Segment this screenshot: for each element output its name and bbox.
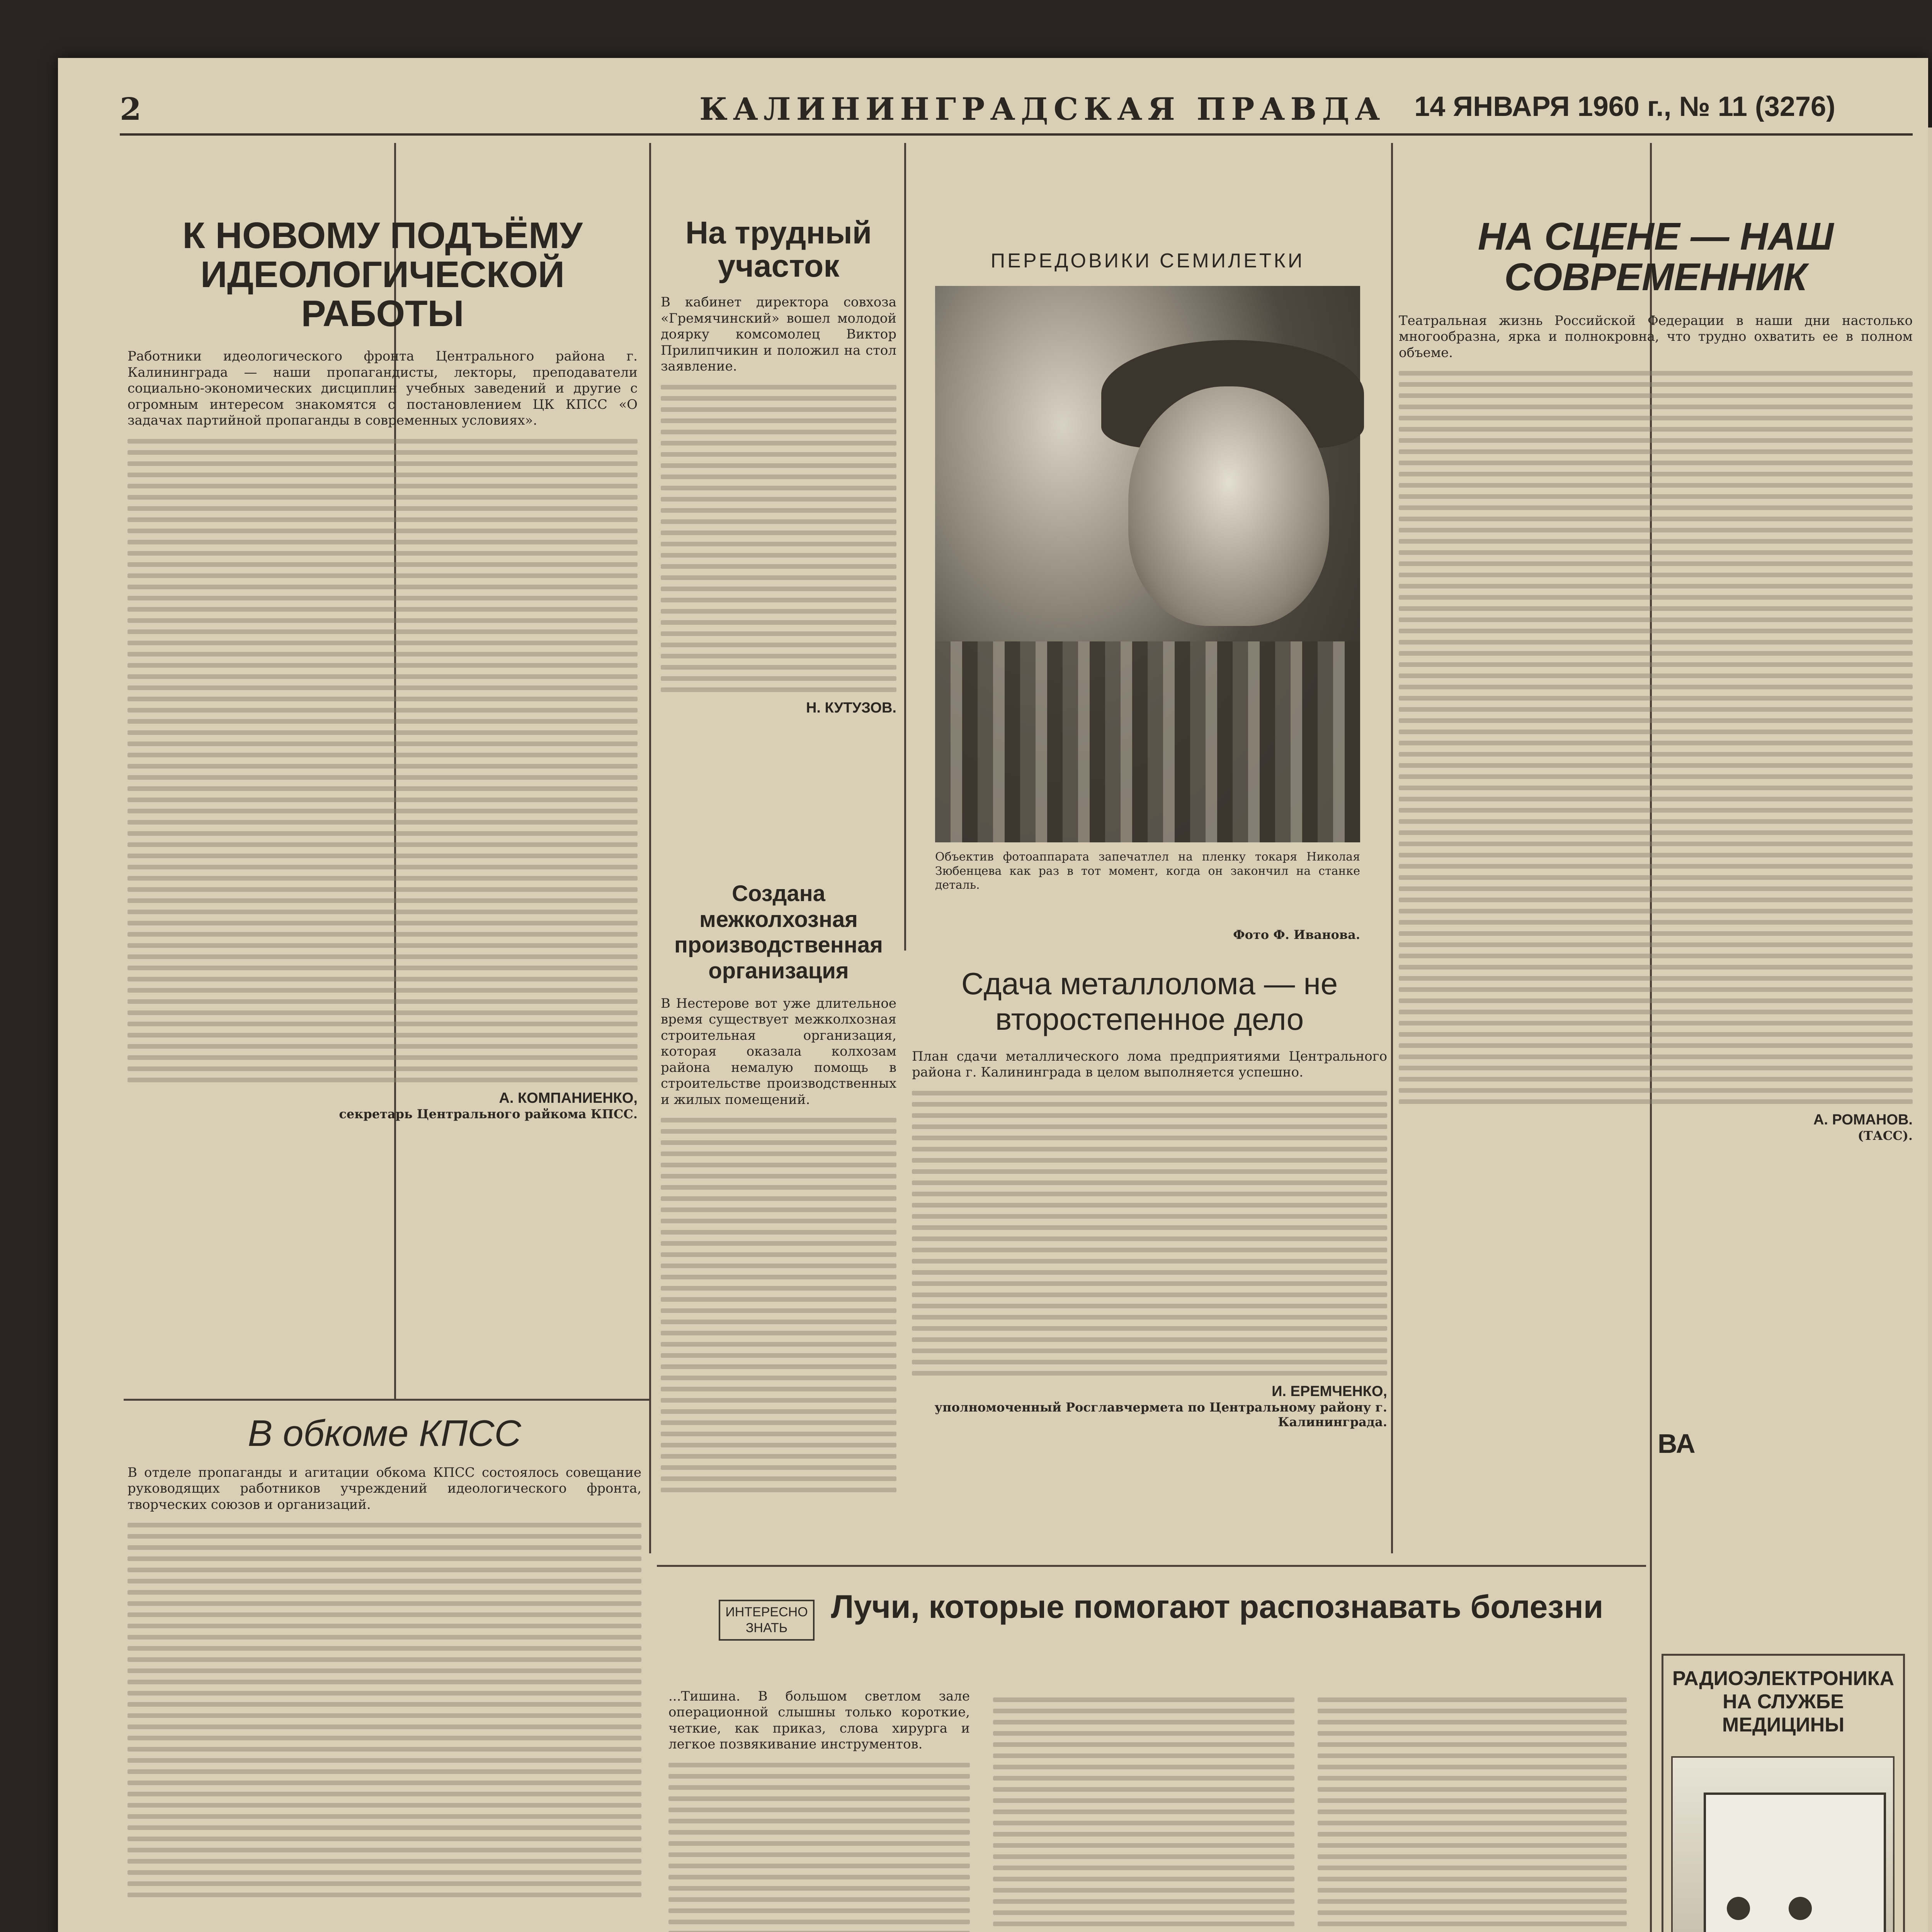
newspaper-title: КАЛИНИНГРАДСКАЯ ПРАВДА	[699, 91, 1386, 127]
dial-shape	[1789, 1897, 1812, 1920]
dial-shape	[1727, 1897, 1750, 1920]
body-text	[128, 1523, 641, 1897]
signature-role: уполномоченный Росглавчермета по Центральному району г. Калининграда.	[934, 1400, 1387, 1429]
lead-paragraph: План сдачи металлического лома предприятиями Центрального района г. Калининграда в целом выполняется успешно.	[912, 1049, 1387, 1080]
headline: В обкоме КПСС	[248, 1413, 521, 1454]
photo-credit: Фото Ф. Иванова.	[1233, 927, 1360, 942]
signature: И. ЕРЕМЧЕНКО,	[1272, 1383, 1387, 1400]
page-number: 2	[120, 91, 141, 127]
headline: Лучи, которые помогают распознавать болезни	[831, 1588, 1604, 1625]
article-theatre	[1399, 216, 1913, 1553]
kicker-badge: ИНТЕРЕСНО ЗНАТЬ	[719, 1600, 815, 1641]
side-headline: ВА	[1658, 1429, 1696, 1459]
column-rule	[649, 143, 651, 1553]
lead-paragraph: В отделе пропаганды и агитации обкома КПСС состоялось совещание руководящих работников учреждений идеологического фронта, творческих союзов и организаций.	[128, 1464, 641, 1512]
masthead	[120, 87, 1913, 136]
lathe-shape	[935, 641, 1360, 842]
lead-paragraph: Театральная жизнь Российской Федерации в наши дни настолько многообразна, ярка и полнокровна, что трудно охватить ее в полном объеме.	[1399, 313, 1913, 361]
worker-photo	[935, 250, 1360, 842]
body-text	[661, 385, 896, 692]
article-hard-site	[661, 216, 896, 873]
signature: Н. КУТУЗОВ.	[806, 699, 896, 716]
body-text	[128, 439, 638, 1082]
article-interfarm	[661, 881, 896, 1553]
lead-paragraph: В кабинет директора совхоза «Гремячинский» вошел молодой доярку комсомолец Виктор Прилипчикин и положил на стол заявление.	[661, 294, 896, 374]
radio-box	[1662, 1654, 1905, 1932]
article-rays	[661, 1577, 1642, 1932]
body-text	[1318, 1691, 1627, 1932]
photo-label: ПЕРЕДОВИКИ СЕМИЛЕТКИ	[990, 250, 1305, 272]
lead-paragraph: Работники идеологического фронта Центрального района г. Калининграда — наши пропагандисты, лекторы, преподаватели социально-экономических дисциплин учебных заведений и другие с огромным интересом знакомятся с постановлением ЦК КПСС «О задачах партийной пропаганды в современных условиях».	[128, 349, 638, 429]
lead-paragraph: В Нестерове вот уже длительное время существует межколхозная строительная организация, которая оказала колхозам района немалую помощь в строительстве производственных и жилых помещений.	[661, 995, 896, 1107]
body-columns	[668, 1689, 1634, 1932]
article-radio	[1658, 1429, 1913, 1932]
issue-date: 14 ЯНВАРЯ 1960 г., № 11 (3276)	[1414, 91, 1835, 122]
signature-role: секретарь Центрального райкома КПСС.	[339, 1106, 638, 1121]
headline: Сдача металлолома — не второстепенное дело	[961, 966, 1338, 1036]
headline: Создана межколхозная производственная организация	[674, 881, 883, 984]
body-text	[661, 1118, 896, 1492]
device-illustration	[1671, 1756, 1895, 1932]
signature-note: (ТАСС).	[1857, 1128, 1913, 1143]
lead-paragraph: ...Тишина. В большом светлом зале операционной слышны только короткие, четкие, как приказ, слова хирурга и легкое позвякивание инструментов.	[668, 1689, 970, 1752]
headline: На трудный участок	[685, 215, 872, 284]
row-rule	[657, 1565, 1646, 1567]
column-rule	[904, 143, 906, 951]
row-rule	[124, 1399, 649, 1401]
headline: НА СЦЕНЕ — НАШ СОВРЕМЕННИК	[1478, 215, 1834, 299]
column-rule	[1391, 143, 1393, 1553]
adjacent-page-edge	[1928, 128, 1932, 1932]
body-text	[912, 1091, 1387, 1376]
headline: РАДИОЭЛЕКТРОНИКА НА СЛУЖБЕ МЕДИЦИНЫ	[1672, 1667, 1895, 1736]
article-obkom	[128, 1414, 641, 1932]
face-shape	[1128, 386, 1329, 626]
body-text	[993, 1691, 1294, 1932]
photo-caption: Объектив фотоаппарата запечатлел на пленку токаря Николая Зюбенцева как раз в тот момент, когда он закончил на станке деталь.	[935, 850, 1360, 892]
headline: К НОВОМУ ПОДЪЁМУ ИДЕОЛОГИЧЕСКОЙ РАБОТЫ	[182, 215, 583, 334]
article-ideology	[128, 216, 638, 1391]
body-text	[668, 1763, 970, 1932]
signature: А. КОМПАНИЕНКО,	[499, 1090, 638, 1106]
photo-block	[912, 232, 1383, 958]
article-scrap	[912, 966, 1387, 1561]
body-text	[1399, 371, 1913, 1104]
signature: А. РОМАНОВ.	[1813, 1112, 1913, 1128]
